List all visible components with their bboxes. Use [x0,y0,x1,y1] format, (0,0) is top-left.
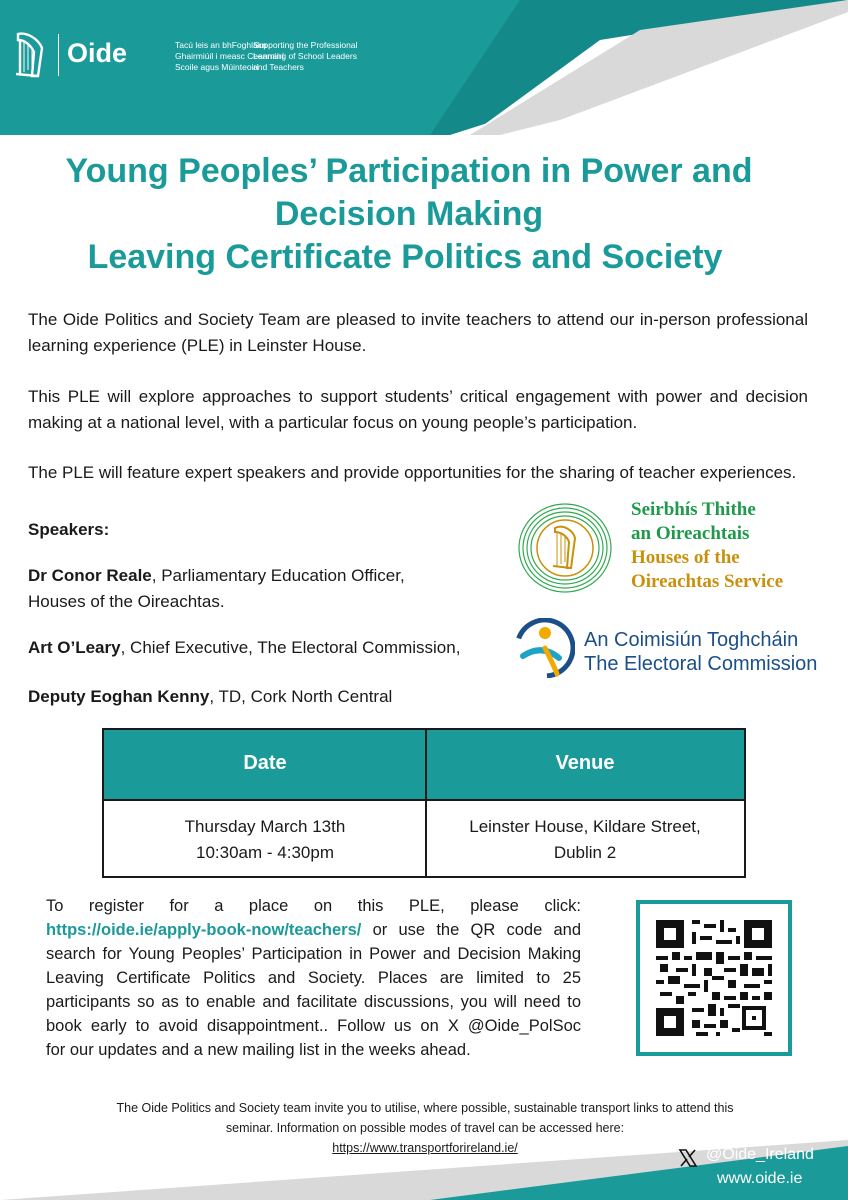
oide-logo [12,30,358,80]
tagline-irish: Tacú leis an bhFoghlaim Ghairmiúil i measc Ceannairí Scoile agus Múinteoirí [175,40,285,72]
speaker-role: , Parliamentary Education Officer, [151,566,405,585]
speaker-item [28,635,528,661]
electoral-commission-emblem-icon [515,618,575,678]
qr-code-frame[interactable] [636,900,792,1056]
oireachtas-emblem-icon [515,498,615,598]
speakers-heading: Speakers: [28,520,110,539]
speaker-name: Dr Conor Reale [28,566,152,585]
website-link[interactable]: www.oide.ie [717,1170,803,1187]
date-header: Date [243,752,287,774]
speaker-role-cont: Houses of the Oireachtas. [28,592,225,611]
speaker-name: Art O’Leary [28,638,121,657]
tagline-english: Supporting the Professional Learning of School Leaders and Teachers [253,40,358,72]
transport-link[interactable]: https://www.transportforireland.ie/ [332,1141,518,1155]
logo-wordmark: Oide [67,38,128,68]
event-details-table [102,728,746,878]
x-logo-icon[interactable] [678,1148,698,1168]
venue-cell: Leinster House, Kildare Street, Dublin 2 [469,817,701,862]
registration-text: To register for a place on this PLE, please click: https://oide.ie/apply-book-now/teachers/ or use the QR code and search for Young Peoples’ Participation in Power and Decision Making Leaving Certificate Politics and Society. Places are limited to 25 participants so as to enable and facilitate discussions, you will need to book early to avoid disappointment.. Follow us on X @Oide_PolSoc for our updates and a new mailing list in the weeks ahead. [46,897,581,1059]
intro-paragraph-1: The Oide Politics and Society Team are pleased to invite teachers to attend our in-person professional learning experience (PLE) in Leinster House. [28,310,808,355]
intro-paragraph-2: This PLE will explore approaches to support students’ critical engagement with power and decision making at a national level, with a particular focus on young people’s participation. [28,387,808,432]
speaker-item [28,684,528,710]
table-divider-horizontal [104,799,744,801]
speaker-item [28,563,528,615]
page-title: Young Peoples’ Participation in Power and Decision Making Leaving Certificate Politics and Society [65,152,753,276]
qr-code-icon [656,920,772,1036]
electoral-commission-logo [515,618,835,680]
intro-paragraph-3: The PLE will feature expert speakers and provide opportunities for the sharing of teacher experiences. [28,463,797,482]
speaker-name: Deputy Eoghan Kenny [28,687,210,706]
venue-header: Venue [555,752,615,774]
electoral-commission-text: An Coimisiún Toghcháin The Electoral Commission [584,629,818,675]
oireachtas-logo [515,498,815,598]
social-handle[interactable]: @Oide_Ireland [706,1146,814,1163]
registration-link[interactable]: https://oide.ie/apply-book-now/teachers/ [46,921,362,939]
oireachtas-text: Seirbhís Thithe an Oireachtais Houses of the Oireachtas Service [631,499,784,592]
footer-note: The Oide Politics and Society team invite you to utilise, where possible, sustainable transport links to attend this seminar. Information on possible modes of travel can be accessed here: https://www.transportforireland.ie/ [116,1101,734,1155]
date-cell: Thursday March 13th 10:30am - 4:30pm [184,817,346,862]
harp-icon [12,30,48,80]
speaker-role: , Chief Executive, The Electoral Commission, [120,638,461,657]
logo-divider [58,34,59,76]
speaker-role: , TD, Cork North Central [209,687,393,706]
